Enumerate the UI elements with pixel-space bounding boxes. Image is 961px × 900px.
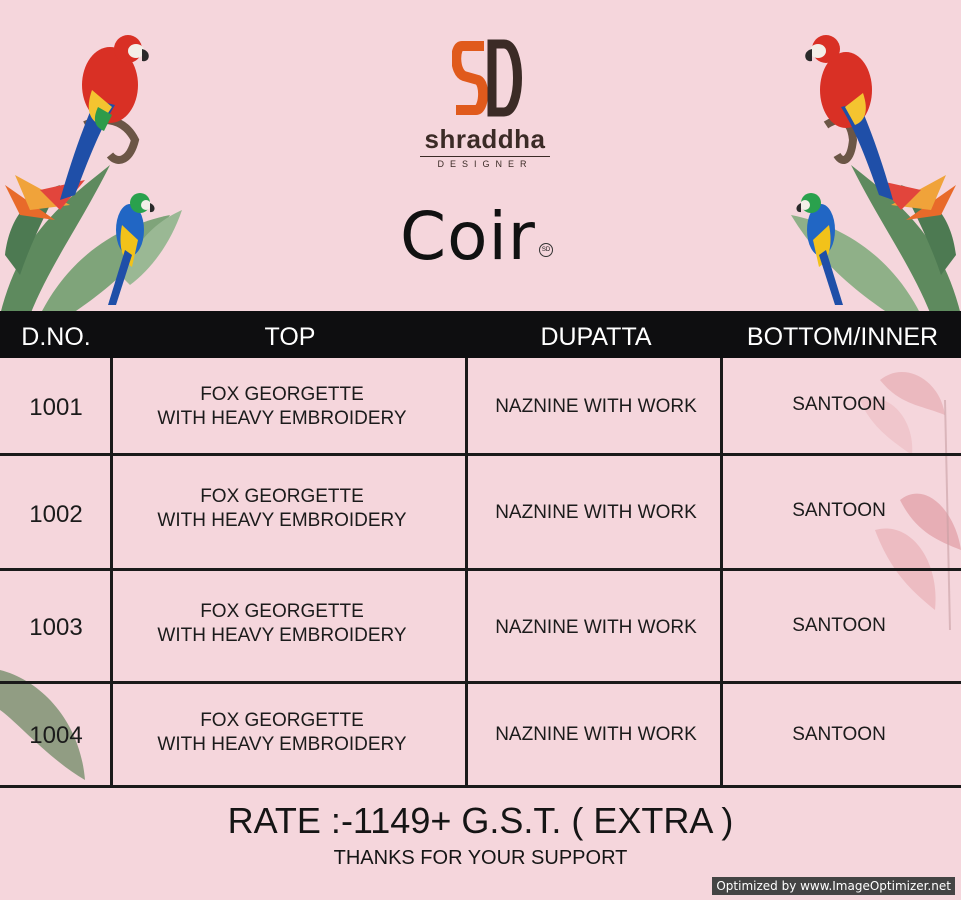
row-divider <box>0 453 961 456</box>
collection-title: Coir <box>400 198 536 275</box>
brand-logo <box>420 38 550 173</box>
header-bottom: BOTTOM/INNER <box>746 323 939 351</box>
cell-bottom: SANTOON <box>792 394 886 415</box>
sd-logo-icon <box>452 38 522 118</box>
cell-bottom: SANTOON <box>792 500 886 521</box>
cell-top-line1: FOX GEORGETTE <box>200 710 364 731</box>
cell-top-line2: WITH HEAVY EMBROIDERY <box>157 734 407 755</box>
table-row <box>0 456 961 568</box>
table-row <box>0 571 961 681</box>
optimizer-watermark: Optimized by www.ImageOptimizer.net <box>712 877 955 895</box>
cell-dno: 1004 <box>29 722 83 749</box>
cell-dupatta: NAZNINE WITH WORK <box>495 617 697 638</box>
cell-top-line2: WITH HEAVY EMBROIDERY <box>157 625 407 646</box>
cell-dupatta: NAZNINE WITH WORK <box>495 396 697 417</box>
header-dno: D.NO. <box>21 323 91 351</box>
cell-dno: 1002 <box>29 501 83 528</box>
rate-text: RATE :-1149+ G.S.T. ( EXTRA ) <box>227 800 734 841</box>
column-divider <box>720 358 723 788</box>
cell-top-line2: WITH HEAVY EMBROIDERY <box>157 510 407 531</box>
row-divider <box>0 785 961 788</box>
table-row <box>0 684 961 787</box>
collection-mark: SD <box>539 243 553 257</box>
column-divider <box>110 358 113 788</box>
header-top: TOP <box>264 323 316 351</box>
brand-subtitle: DESIGNER <box>420 156 550 169</box>
cell-bottom: SANTOON <box>792 615 886 636</box>
cell-dupatta: NAZNINE WITH WORK <box>495 724 697 745</box>
table-header <box>0 311 961 358</box>
cell-top-line1: FOX GEORGETTE <box>200 384 364 405</box>
cell-top-line2: WITH HEAVY EMBROIDERY <box>157 408 407 429</box>
thanks-text: THANKS FOR YOUR SUPPORT <box>333 847 628 869</box>
row-divider <box>0 681 961 684</box>
parrot-left-illustration <box>0 15 190 315</box>
header-dupatta: DUPATTA <box>540 323 652 351</box>
cell-top-line1: FOX GEORGETTE <box>200 601 364 622</box>
cell-top-line1: FOX GEORGETTE <box>200 486 364 507</box>
cell-dno: 1003 <box>29 614 83 641</box>
column-divider <box>465 358 468 788</box>
table-row <box>0 358 961 453</box>
cell-dupatta: NAZNINE WITH WORK <box>495 502 697 523</box>
cell-bottom: SANTOON <box>792 724 886 745</box>
cell-dno: 1001 <box>29 394 83 421</box>
brand-name: shraddha <box>424 124 546 154</box>
row-divider <box>0 568 961 571</box>
parrot-right-illustration <box>771 15 961 315</box>
